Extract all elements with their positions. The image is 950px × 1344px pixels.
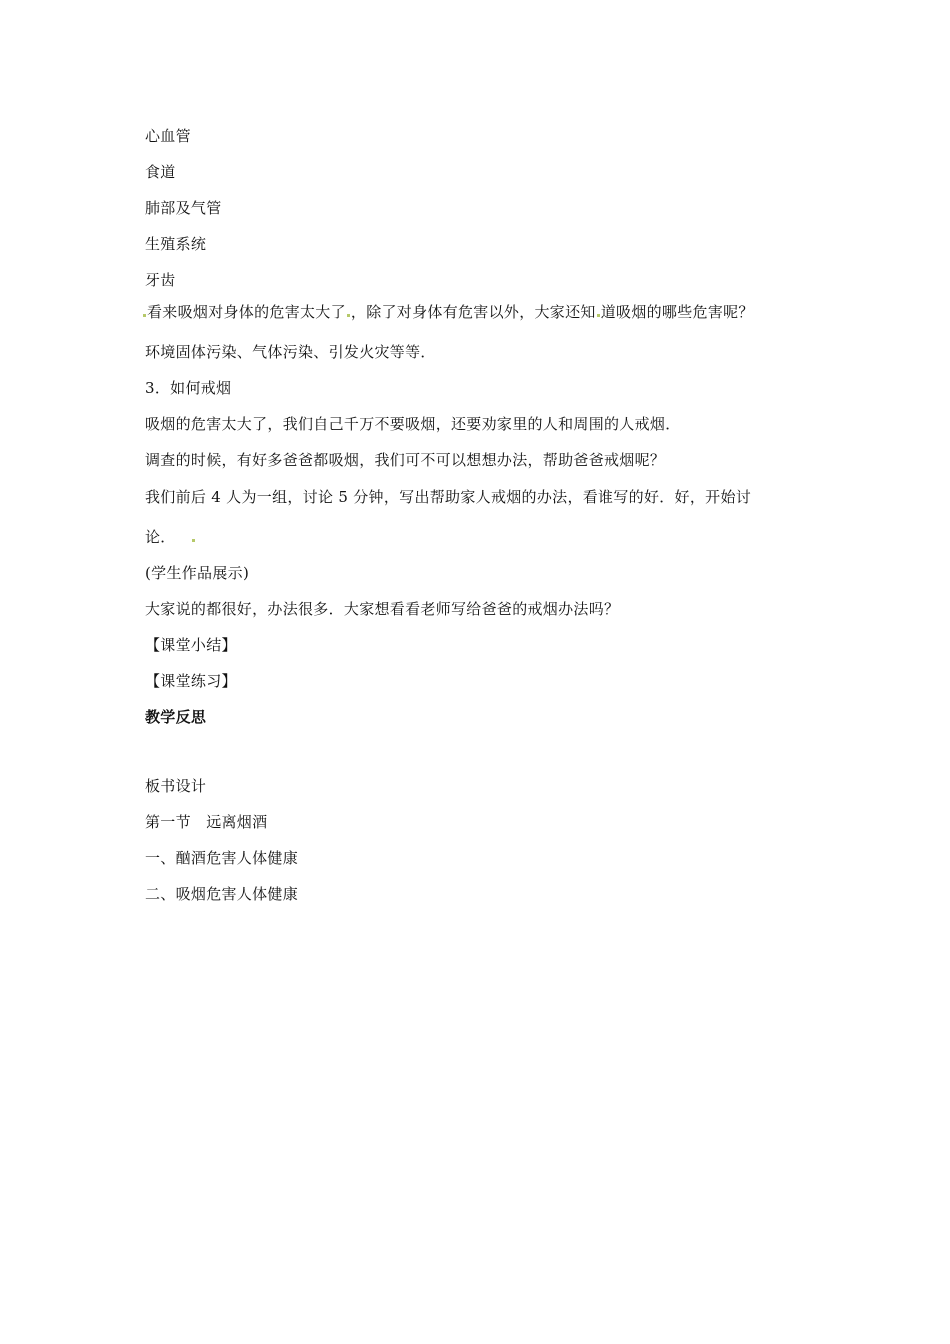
mark-dot xyxy=(347,314,350,317)
question-line xyxy=(142,302,754,322)
mark-dot xyxy=(597,314,600,317)
list-item-esophagus: 食道 xyxy=(145,163,176,181)
reflection-heading: 教学反思 xyxy=(145,708,207,726)
question-part-1: 看来吸烟对身体的危害太大了 xyxy=(147,303,346,321)
board-item-1: 一、酗酒危害人体健康 xyxy=(145,849,299,867)
student-work-note: (学生作品展示) xyxy=(145,564,250,582)
paragraph-3b xyxy=(145,527,196,547)
list-item-lungs: 肺部及气管 xyxy=(145,199,222,217)
paragraph-4: 大家说的都很好，办法很多．大家想看看老师写给爸爸的戒烟办法吗？ xyxy=(145,600,620,618)
paragraph-2: 调查的时候，有好多爸爸都吸烟，我们可不可以想想办法，帮助爸爸戒烟呢？ xyxy=(145,451,666,469)
paragraph-1: 吸烟的危害太大了，我们自己千万不要吸烟，还要劝家里的人和周围的人戒烟． xyxy=(145,415,681,433)
question-part-2: ，除了对身体有危害以外，大家还知 xyxy=(350,303,596,321)
board-section-title: 第一节 远离烟酒 xyxy=(145,813,268,831)
mark-dot xyxy=(192,539,195,542)
section-heading-3: 3．如何戒烟 xyxy=(145,379,232,397)
list-item-teeth: 牙齿 xyxy=(145,271,176,289)
environment-line: 环境固体污染、气体污染、引发火灾等等． xyxy=(145,343,436,361)
mark-dot xyxy=(143,314,146,317)
board-design-title: 板书设计 xyxy=(145,777,207,795)
paragraph-3a: 我们前后 4 人为一组，讨论 5 分钟，写出帮助家人戒烟的办法，看谁写的好．好，开始讨 xyxy=(145,488,752,506)
question-part-3: 道吸烟的哪些危害呢？ xyxy=(600,303,754,321)
list-item-cardiovascular: 心血管 xyxy=(145,127,191,145)
class-practice-heading: 【课堂练习】 xyxy=(145,672,237,690)
class-summary-heading: 【课堂小结】 xyxy=(145,636,237,654)
board-item-2: 二、吸烟危害人体健康 xyxy=(145,885,299,903)
list-item-reproductive: 生殖系统 xyxy=(145,235,207,253)
paragraph-3b-text: 论． xyxy=(145,528,176,546)
